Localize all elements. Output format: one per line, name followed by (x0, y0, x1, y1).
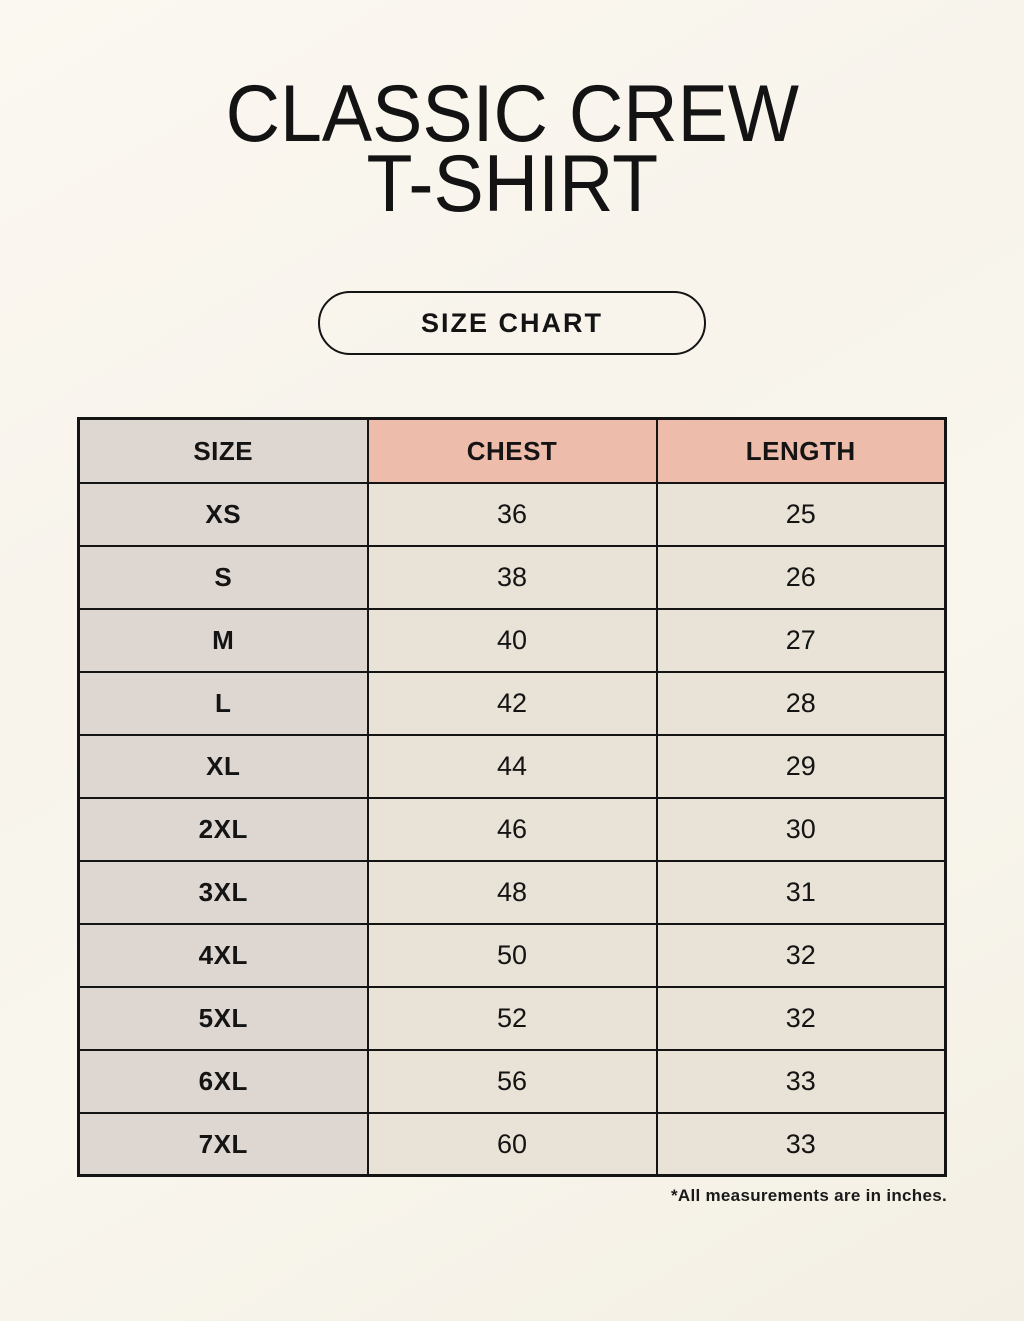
chest-value-cell: 46 (368, 798, 657, 861)
size-row-m (79, 609, 946, 672)
size-row-2xl (79, 798, 946, 861)
size-row-xl (79, 735, 946, 798)
size-label-cell: M (79, 609, 368, 672)
chest-value-cell: 52 (368, 987, 657, 1050)
size-row-l (79, 672, 946, 735)
chest-value-cell: 50 (368, 924, 657, 987)
length-value-cell: 26 (657, 546, 946, 609)
size-row-5xl (79, 987, 946, 1050)
chest-value-cell: 40 (368, 609, 657, 672)
size-label-cell: L (79, 672, 368, 735)
chest-value-cell: 38 (368, 546, 657, 609)
size-row-6xl (79, 1050, 946, 1113)
size-row-xs (79, 483, 946, 546)
length-value-cell: 27 (657, 609, 946, 672)
length-value-cell: 30 (657, 798, 946, 861)
header-row (79, 419, 946, 483)
size-chart-table-body (79, 483, 946, 1176)
size-row-3xl (79, 861, 946, 924)
length-value-cell: 25 (657, 483, 946, 546)
length-value-cell: 29 (657, 735, 946, 798)
product-title-line1: CLASSIC CREW (225, 69, 799, 159)
length-value-cell: 32 (657, 987, 946, 1050)
size-chart-table (77, 417, 947, 1177)
product-title-line2: T-SHIRT (366, 138, 658, 229)
column-header-length: LENGTH (657, 419, 946, 483)
length-value-cell: 31 (657, 861, 946, 924)
chest-value-cell: 48 (368, 861, 657, 924)
size-row-s (79, 546, 946, 609)
measurements-note: *All measurements are in inches. (670, 1186, 947, 1206)
size-chart-table-header (79, 419, 946, 483)
size-label-cell: 5XL (79, 987, 368, 1050)
chest-value-cell: 36 (368, 483, 657, 546)
column-header-chest: CHEST (368, 419, 657, 483)
length-value-cell: 28 (657, 672, 946, 735)
size-label-cell: 7XL (79, 1113, 368, 1176)
size-label-cell: 3XL (79, 861, 368, 924)
size-label-cell: XL (79, 735, 368, 798)
chest-value-cell: 60 (368, 1113, 657, 1176)
chest-value-cell: 44 (368, 735, 657, 798)
size-row-7xl (79, 1113, 946, 1176)
length-value-cell: 32 (657, 924, 946, 987)
chest-value-cell: 42 (368, 672, 657, 735)
size-label-cell: 2XL (79, 798, 368, 861)
size-label-cell: XS (79, 483, 368, 546)
size-label-cell: 4XL (79, 924, 368, 987)
size-chart-button[interactable] (318, 291, 706, 355)
length-value-cell: 33 (657, 1113, 946, 1176)
size-row-4xl (79, 924, 946, 987)
size-label-cell: 6XL (79, 1050, 368, 1113)
footnote-row (77, 1186, 947, 1206)
chest-value-cell: 56 (368, 1050, 657, 1113)
column-header-size: SIZE (79, 419, 368, 483)
product-title (225, 69, 799, 229)
length-value-cell: 33 (657, 1050, 946, 1113)
size-chart-button-label: SIZE CHART (421, 307, 603, 338)
size-label-cell: S (79, 546, 368, 609)
